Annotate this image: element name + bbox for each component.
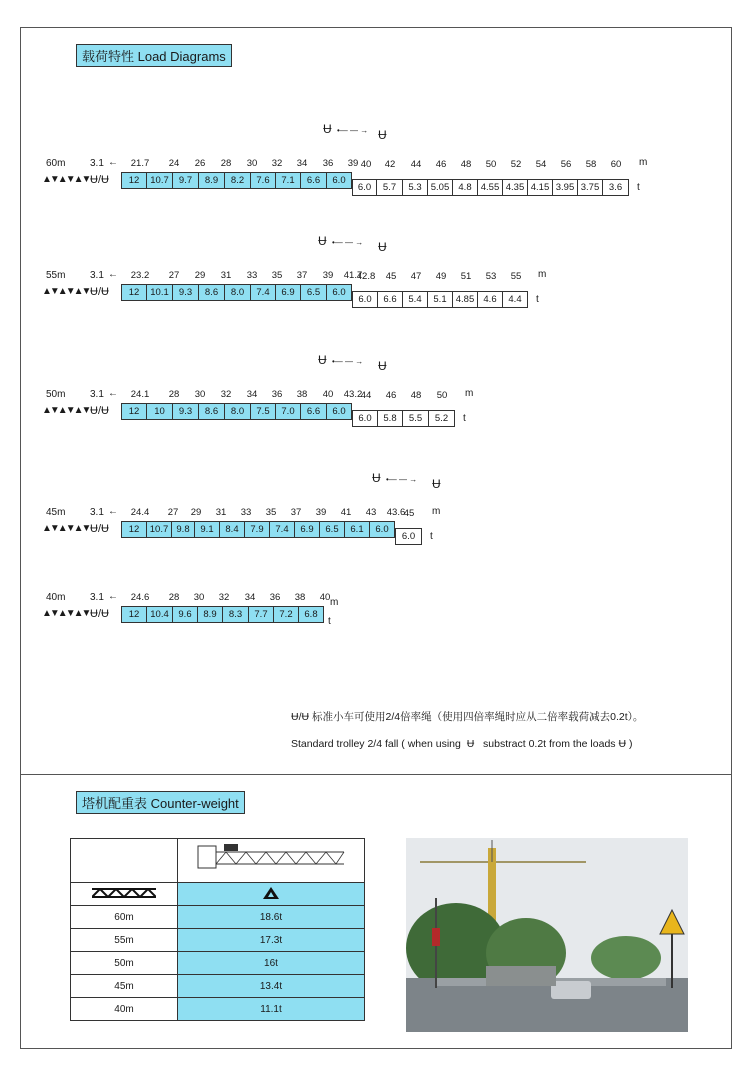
radius-label: 36 — [271, 389, 283, 400]
trolley-line-icon: •— — → — [332, 357, 364, 366]
start-radius: 3.1 — [90, 389, 104, 400]
jib-length-cell: 60m — [71, 906, 178, 929]
jib-truss-icon: ▲▼▲▼▲▼ — [42, 174, 90, 185]
radius-label: 35 — [271, 270, 283, 281]
start-arrow-icon: ← — [108, 269, 118, 280]
load-cell: 8.2 — [224, 172, 251, 189]
radius-label: 30 — [193, 592, 205, 603]
radius-label: 29 — [190, 507, 202, 518]
load-cell: 4.15 — [527, 179, 553, 196]
load-cell: 6.0 — [352, 410, 378, 427]
start-radius: 3.1 — [90, 158, 104, 169]
radius-label: 37 — [296, 270, 308, 281]
hook-icon: Ʉ — [432, 477, 441, 491]
load-cell: 6.0 — [326, 403, 352, 420]
radius-label: 27 — [167, 507, 179, 518]
trolley-line-icon: •— — → — [386, 475, 418, 484]
load-cell: 5.7 — [376, 179, 403, 196]
unit-t: t — [536, 294, 539, 305]
load-cell: 5.05 — [427, 179, 453, 196]
hook-icon: Ʉ — [318, 234, 327, 248]
trolley-icon: Ʉ/Ʉ — [90, 608, 109, 620]
load-cells-white — [353, 291, 528, 308]
hook-icon: Ʉ — [372, 471, 381, 485]
load-cells-white — [353, 179, 629, 196]
radius-label: 40 — [319, 592, 331, 603]
weight-cell: 18.6t — [178, 906, 365, 929]
radius-label: 26 — [194, 158, 206, 169]
radius-label: 28 — [168, 592, 180, 603]
load-cell: 7.7 — [248, 606, 274, 623]
weight-cell: 13.4t — [178, 975, 365, 998]
load-cell: 9.6 — [172, 606, 198, 623]
table-row — [71, 906, 365, 929]
radius-label: 28 — [168, 389, 180, 400]
load-cell: 9.3 — [172, 403, 199, 420]
load-cell: 3.6 — [602, 179, 629, 196]
load-cell: 8.0 — [224, 403, 251, 420]
load-cell: 10 — [146, 403, 173, 420]
trolley-icon: Ʉ/Ʉ — [291, 711, 310, 723]
radius-label: 38 — [294, 592, 306, 603]
load-cell: 12 — [121, 606, 147, 623]
load-cell: 4.4 — [502, 291, 528, 308]
load-cells-blue — [122, 172, 352, 189]
load-cell: 5.5 — [402, 410, 429, 427]
radius-label: 47 — [410, 271, 422, 282]
load-cell: 4.6 — [477, 291, 503, 308]
hook-icon: Ʉ — [378, 128, 387, 142]
load-cell: 7.4 — [250, 284, 276, 301]
load-cell: 7.2 — [273, 606, 299, 623]
load-cell: 8.3 — [222, 606, 249, 623]
load-cell: 6.9 — [294, 521, 320, 538]
note-en: Standard trolley 2/4 fall ( when using Ʉ substract 0.2t from the loads Ʉ ) — [291, 738, 633, 750]
unit-m: m — [432, 506, 441, 517]
radius-label: 35 — [265, 507, 277, 518]
load-cell: 6.0 — [326, 284, 352, 301]
load-cell: 5.4 — [402, 291, 428, 308]
radius-label: 34 — [246, 389, 258, 400]
load-cell: 6.6 — [377, 291, 403, 308]
load-cell: 12 — [121, 521, 147, 538]
load-cell: 8.6 — [198, 403, 225, 420]
load-cell: 7.1 — [275, 172, 301, 189]
radius-label: 41 — [340, 507, 352, 518]
load-cell: 4.35 — [502, 179, 528, 196]
load-cell: 7.9 — [244, 521, 270, 538]
load-cell: 8.9 — [197, 606, 223, 623]
load-cell: 10.1 — [146, 284, 173, 301]
load-cell: 5.2 — [428, 410, 455, 427]
radius-label: 58 — [585, 159, 597, 170]
radius-label: 44 — [410, 159, 422, 170]
unit-m: m — [330, 597, 339, 608]
load-cell: 9.1 — [194, 521, 220, 538]
weight-cell: 16t — [178, 952, 365, 975]
load-cell: 7.4 — [269, 521, 295, 538]
counter-weight-table — [70, 838, 365, 1021]
site-photo — [406, 838, 688, 1032]
radius-label: 27 — [168, 270, 180, 281]
unit-m: m — [639, 157, 648, 168]
table-row — [71, 975, 365, 998]
unit-t: t — [430, 531, 433, 542]
radius-label: 39 — [322, 270, 334, 281]
start-arrow-icon: ← — [108, 591, 118, 602]
radius-label: 36 — [269, 592, 281, 603]
start-radius: 3.1 — [90, 507, 104, 518]
radius-label: 29 — [194, 270, 206, 281]
trolley-line-icon: •— — → — [337, 126, 369, 135]
load-cells-blue — [122, 521, 395, 538]
start-radius: 3.1 — [90, 592, 104, 603]
weight-cell: 11.1t — [178, 998, 365, 1021]
radius-label: 39 — [347, 158, 359, 169]
note-cn: Ʉ/Ʉ 标准小车可使用2/4倍率绳（使用四倍率绳时应从二倍率载荷减去0.2t）。 — [291, 711, 644, 723]
radius-label: 36 — [322, 158, 334, 169]
unit-t: t — [637, 182, 640, 193]
table-row — [71, 952, 365, 975]
jib-length: 50m — [46, 389, 66, 400]
start-radius: 3.1 — [90, 270, 104, 281]
radius-label: 23.2 — [130, 270, 150, 281]
radius-label: 50 — [436, 390, 448, 401]
radius-label: 52 — [510, 159, 522, 170]
weight-cell: 17.3t — [178, 929, 365, 952]
load-cell: 10.7 — [146, 521, 172, 538]
load-cells-white — [396, 528, 422, 545]
trolley-icon: Ʉ/Ʉ — [90, 405, 109, 417]
radius-label: 34 — [296, 158, 308, 169]
load-cell: 6.6 — [300, 403, 327, 420]
radius-label: 48 — [410, 390, 422, 401]
jib-length: 45m — [46, 507, 66, 518]
jib-length-cell: 40m — [71, 998, 178, 1021]
start-arrow-icon: ← — [108, 506, 118, 517]
jib-truss-icon: ▲▼▲▼▲▼ — [42, 608, 90, 619]
load-cells-blue — [122, 284, 352, 301]
radius-label: 43.6 — [386, 507, 406, 518]
load-cell: 4.85 — [452, 291, 478, 308]
load-cells-blue — [122, 606, 324, 623]
load-cell: 5.8 — [377, 410, 403, 427]
unit-m: m — [538, 269, 547, 280]
load-cell: 4.8 — [452, 179, 478, 196]
load-diagrams-title: 载荷特性 Load Diagrams — [76, 44, 232, 67]
load-cell: 6.0 — [352, 291, 378, 308]
jib-truss-icon — [71, 883, 178, 906]
jib-length: 55m — [46, 270, 66, 281]
jib-length-cell: 55m — [71, 929, 178, 952]
load-cell: 3.95 — [552, 179, 578, 196]
jib-length: 60m — [46, 158, 66, 169]
load-cell: 8.6 — [198, 284, 225, 301]
radius-label: 32 — [218, 592, 230, 603]
load-cell: 7.6 — [250, 172, 276, 189]
section-divider — [20, 774, 732, 775]
load-cell: 10.7 — [146, 172, 173, 189]
load-cells-blue — [122, 403, 352, 420]
radius-label: 60 — [610, 159, 622, 170]
load-cell: 5.3 — [402, 179, 428, 196]
radius-label: 30 — [194, 389, 206, 400]
trolley-icon: Ʉ/Ʉ — [90, 174, 109, 186]
weight-icon — [178, 883, 365, 906]
jib-truss-icon: ▲▼▲▼▲▼ — [42, 405, 90, 416]
radius-label: 33 — [246, 270, 258, 281]
load-cell: 3.75 — [577, 179, 603, 196]
radius-label: 28 — [220, 158, 232, 169]
load-cell: 6.0 — [369, 521, 395, 538]
radius-label: 44 — [360, 390, 372, 401]
radius-label: 46 — [435, 159, 447, 170]
radius-label: 24.1 — [130, 389, 150, 400]
radius-label: 53 — [485, 271, 497, 282]
load-cell: 12 — [121, 403, 147, 420]
hook-icon: Ʉ — [378, 359, 387, 373]
radius-label: 30 — [246, 158, 258, 169]
jib-length: 40m — [46, 592, 66, 603]
radius-label: 45 — [403, 508, 415, 519]
radius-label: 42 — [384, 159, 396, 170]
jib-truss-icon: ▲▼▲▼▲▼ — [42, 286, 90, 297]
radius-label: 50 — [485, 159, 497, 170]
radius-label: 43 — [365, 507, 377, 518]
load-cell: 6.0 — [352, 179, 377, 196]
radius-label: 38 — [296, 389, 308, 400]
radius-label: 39 — [315, 507, 327, 518]
radius-label: 21.7 — [130, 158, 150, 169]
load-cell: 6.1 — [344, 521, 370, 538]
radius-label: 40 — [360, 159, 372, 170]
radius-label: 32 — [220, 389, 232, 400]
load-cell: 6.5 — [319, 521, 345, 538]
load-cell: 8.4 — [219, 521, 245, 538]
radius-label: 24 — [168, 158, 180, 169]
radius-label: 56 — [560, 159, 572, 170]
load-cell: 12 — [121, 172, 147, 189]
load-cell: 5.1 — [427, 291, 453, 308]
hook-icon: Ʉ — [618, 738, 627, 750]
table-row — [71, 998, 365, 1021]
load-cell: 4.55 — [477, 179, 503, 196]
trolley-icon: Ʉ/Ʉ — [90, 523, 109, 535]
radius-label: 51 — [460, 271, 472, 282]
jib-truss-icon: ▲▼▲▼▲▼ — [42, 523, 90, 534]
load-cell: 6.8 — [298, 606, 324, 623]
load-cell: 8.0 — [224, 284, 251, 301]
hook-icon: Ʉ — [378, 240, 387, 254]
radius-label: 33 — [240, 507, 252, 518]
counter-weight-title: 塔机配重表 Counter-weight — [76, 791, 245, 814]
load-cell: 9.3 — [172, 284, 199, 301]
load-cell: 9.8 — [171, 521, 195, 538]
radius-label: 46 — [385, 390, 397, 401]
radius-label: 40 — [322, 389, 334, 400]
trolley-line-icon: •— — → — [332, 238, 364, 247]
start-arrow-icon: ← — [108, 388, 118, 399]
radius-label: 43.2 — [343, 389, 363, 400]
start-arrow-icon: ← — [108, 157, 118, 168]
radius-label: 41.7 — [343, 270, 363, 281]
load-cell: 6.9 — [275, 284, 301, 301]
load-cell: 6.0 — [395, 528, 422, 545]
radius-label: 34 — [244, 592, 256, 603]
radius-label: 31 — [220, 270, 232, 281]
radius-label: 24.6 — [130, 592, 150, 603]
crane-jib-icon — [178, 839, 365, 883]
table-row — [71, 929, 365, 952]
radius-label: 55 — [510, 271, 522, 282]
radius-label: 49 — [435, 271, 447, 282]
load-cell: 8.9 — [198, 172, 225, 189]
radius-label: 48 — [460, 159, 472, 170]
load-cell: 7.0 — [275, 403, 301, 420]
unit-t: t — [328, 616, 331, 627]
load-cell: 7.5 — [250, 403, 276, 420]
unit-m: m — [465, 388, 474, 399]
load-cell: 6.5 — [300, 284, 327, 301]
radius-label: 42.8 — [356, 271, 376, 282]
load-cell: 10.4 — [146, 606, 173, 623]
hook-icon: Ʉ — [463, 738, 481, 750]
radius-label: 24.4 — [130, 507, 150, 518]
load-cell: 6.6 — [300, 172, 327, 189]
trolley-icon: Ʉ/Ʉ — [90, 286, 109, 298]
hook-icon: Ʉ — [318, 353, 327, 367]
load-cell: 12 — [121, 284, 147, 301]
radius-label: 31 — [215, 507, 227, 518]
radius-label: 32 — [271, 158, 283, 169]
load-cell: 6.0 — [326, 172, 352, 189]
load-cell: 9.7 — [172, 172, 199, 189]
jib-length-cell: 50m — [71, 952, 178, 975]
radius-label: 37 — [290, 507, 302, 518]
unit-t: t — [463, 413, 466, 424]
jib-length-cell: 45m — [71, 975, 178, 998]
load-cells-white — [353, 410, 455, 427]
hook-icon: Ʉ — [323, 122, 332, 136]
table-corner — [71, 839, 178, 883]
radius-label: 54 — [535, 159, 547, 170]
radius-label: 45 — [385, 271, 397, 282]
